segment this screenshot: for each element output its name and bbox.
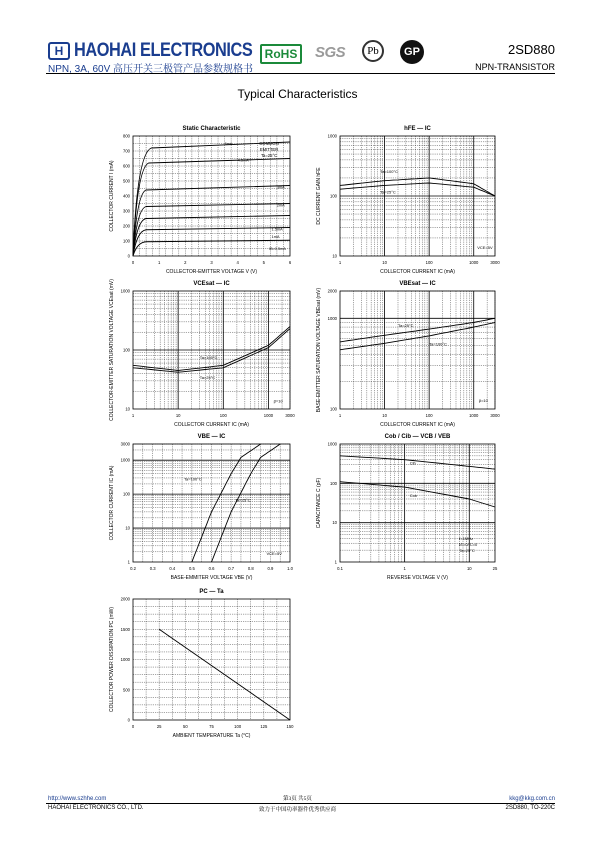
- x-tick-label: 3000: [490, 413, 500, 418]
- y-axis-label: COLLECTOR POWER DISSIPATION PC (mW): [109, 606, 115, 713]
- curve-label: Ta=100°C: [380, 169, 398, 175]
- curve-label: Ta=100°C: [199, 355, 218, 361]
- x-axis-label: COLLECTOR CURRENT IC (mA): [174, 422, 249, 428]
- x-tick-label: 3000: [490, 260, 500, 265]
- x-axis-label: COLLECTOR-EMITTER VOLTAGE V (V): [165, 269, 258, 275]
- x-tick-label: 75: [209, 724, 214, 729]
- legend-text: COMMON: [259, 141, 279, 146]
- y-tick-label: 100: [123, 491, 130, 497]
- curve-label: 1.5mA: [271, 227, 283, 232]
- y-tick-label: 10: [125, 525, 130, 531]
- condition-label: VCE=5V: [266, 551, 282, 557]
- y-tick-label: 100: [330, 193, 337, 199]
- x-tick-label: 1: [338, 413, 342, 418]
- x-tick-label: 10: [382, 260, 387, 265]
- y-tick-label: 100: [330, 480, 337, 486]
- y-tick-label: 100: [123, 347, 130, 353]
- x-tick-label: 1.0: [287, 566, 293, 571]
- footer-divider: [46, 803, 555, 804]
- y-tick-label: 300: [123, 208, 130, 214]
- rohs-badge: RoHS: [260, 44, 302, 64]
- y-tick-label: 200: [123, 223, 130, 229]
- footer-doc-ref: 2SD880, TO-220C: [505, 805, 555, 811]
- chart-title: Static Characteristic: [182, 126, 241, 132]
- y-axis-label: COLLECTOR-EMITTER SATURATION VOLTAGE VCEsat (mV): [109, 279, 115, 421]
- y-tick-label: 500: [123, 178, 130, 184]
- part-type: NPN-TRANSISTOR: [475, 62, 555, 72]
- y-tick-label: 1000: [120, 457, 130, 463]
- x-axis-label: REVERSE VOLTAGE V (V): [387, 575, 448, 581]
- y-tick-label: 700: [123, 148, 130, 154]
- x-tick-label: 3: [210, 260, 213, 265]
- condition-label: β=10: [273, 398, 283, 404]
- x-axis-label: COLLECTOR CURRENT IC (mA): [380, 269, 455, 275]
- x-tick-label: 1: [157, 260, 161, 265]
- power-dissipation-chart: [98, 585, 308, 740]
- curve-label: Cob: [409, 492, 418, 498]
- x-tick-label: 10: [175, 413, 181, 418]
- y-tick-label: 1: [127, 559, 130, 565]
- y-tick-label: 1000: [120, 657, 130, 662]
- footer-page-number: 第3页 共5页: [283, 796, 312, 802]
- footer-url[interactable]: http://www.szhhe.com: [48, 796, 107, 802]
- y-tick-label: 1000: [327, 133, 337, 139]
- x-tick-label: 0.6: [208, 566, 215, 571]
- y-tick-label: 0: [127, 253, 130, 259]
- y-tick-label: 500: [123, 687, 130, 693]
- curve-label: 2mA: [276, 203, 285, 208]
- x-tick-label: 25: [156, 724, 162, 729]
- capacitance-curve: [340, 456, 495, 469]
- x-tick-label: 0.2: [130, 566, 136, 571]
- y-tick-label: 3000: [120, 441, 130, 447]
- x-tick-label: 0.5: [188, 566, 195, 571]
- section-title: Typical Characteristics: [237, 87, 358, 101]
- condition-label: β=10: [478, 397, 488, 403]
- y-tick-label: 2000: [120, 596, 130, 602]
- curve-label: Ta=100°C: [184, 476, 202, 482]
- x-axis-label: COLLECTOR CURRENT IC (mA): [380, 422, 455, 428]
- brand-name: HAOHAI ELECTRONICS: [74, 40, 253, 61]
- y-tick-label: 600: [123, 163, 130, 169]
- header-divider: [46, 73, 555, 74]
- curve-label: Cib: [409, 460, 416, 466]
- chart-title: VBEsat — IC: [399, 281, 436, 287]
- y-axis-label: COLLECTOR CURRENT IC (mA): [109, 465, 115, 541]
- footer-email[interactable]: kkg@kkg.com.cn: [509, 796, 555, 802]
- footer-company: HAOHAI ELECTRONICS CO., LTD.: [48, 805, 144, 811]
- legend-text: Ta=25°C: [260, 153, 278, 158]
- x-tick-label: 0.8: [247, 566, 254, 571]
- y-axis-label: DC CURRENT GAIN hFE: [316, 167, 322, 225]
- curve-label: Ta=25°C: [380, 189, 396, 195]
- x-tick-label: 100: [234, 724, 242, 729]
- x-tick-label: 1: [403, 566, 406, 571]
- x-tick-label: 0.9: [267, 566, 274, 571]
- chart-title: Cob / Cib — VCB / VEB: [384, 434, 451, 440]
- condition-label: Ta=25°C: [459, 548, 475, 554]
- x-tick-label: 6: [288, 260, 292, 265]
- y-tick-label: 400: [123, 193, 130, 199]
- curve-label: Ta=25°C: [199, 375, 216, 381]
- x-tick-label: 25: [492, 566, 498, 571]
- legend-text: EMITTER: [259, 147, 279, 152]
- x-tick-label: 1: [338, 260, 342, 265]
- y-tick-label: 10: [332, 520, 337, 526]
- x-axis-label: BASE-EMMITER VOLTAGE VBE (V): [170, 575, 253, 581]
- y-tick-label: 2000: [327, 288, 337, 294]
- x-tick-label: 100: [425, 260, 433, 265]
- vbe-ic-chart: [98, 430, 308, 585]
- x-tick-label: 1000: [263, 413, 274, 418]
- y-tick-label: 10: [125, 406, 130, 412]
- chart-title: VBE — IC: [197, 434, 226, 440]
- x-tick-label: 0.1: [337, 566, 343, 571]
- curve-label: Ta=100°C: [429, 341, 447, 347]
- curve-label: 6mA: [224, 142, 233, 146]
- curve-label: 1mA: [271, 235, 280, 239]
- y-tick-label: 1000: [120, 288, 130, 294]
- curve-label: IB=0.5mA: [269, 247, 286, 251]
- part-number: 2SD880: [508, 42, 555, 57]
- y-axis-label: COLLECTOR CURRENT I (mA): [109, 160, 115, 232]
- x-tick-label: 100: [425, 413, 433, 418]
- condition-label: VCE=5V: [477, 245, 493, 251]
- chart-title: VCEsat — IC: [193, 281, 230, 287]
- x-tick-label: 10: [382, 413, 387, 418]
- y-tick-label: 0: [127, 717, 130, 723]
- footer-slogan: 致力于中国功率器件优秀供应商: [258, 807, 336, 813]
- x-tick-label: 50: [182, 724, 188, 729]
- x-tick-label: 0.3: [149, 566, 156, 571]
- x-tick-label: 125: [260, 724, 268, 729]
- sgs-badge: SGS: [315, 44, 346, 61]
- y-tick-label: 1000: [327, 441, 337, 447]
- static-characteristic-chart: [98, 118, 308, 278]
- y-tick-label: 10: [332, 253, 337, 259]
- y-tick-label: 100: [330, 406, 337, 412]
- y-tick-label: 1000: [327, 315, 337, 321]
- chart-title: hFE — IC: [404, 126, 431, 132]
- y-tick-label: 1: [334, 559, 337, 565]
- vcesat-ic-chart: [98, 277, 308, 432]
- x-tick-label: 4: [236, 260, 239, 265]
- y-axis-label: CAPACITANCE C (pF): [316, 477, 322, 529]
- x-tick-label: 1000: [469, 260, 479, 265]
- hfe-ic-chart: [310, 118, 510, 278]
- lead-free-pb-icon: Pb: [362, 40, 384, 62]
- x-tick-label: 5: [262, 260, 266, 265]
- curve-label: Ta=25°C: [397, 323, 414, 329]
- brand-logo-icon: H: [48, 42, 70, 60]
- y-axis-label: BASE-EMITTER SATURATION VOLTAGE VBEsat (mV): [316, 287, 322, 413]
- vbesat-ic-chart: [310, 277, 510, 432]
- curve-label: 4.5mA: [237, 158, 249, 163]
- x-tick-label: 2: [184, 260, 187, 265]
- x-tick-label: 0.4: [169, 566, 176, 571]
- x-tick-label: 0: [131, 724, 135, 729]
- y-tick-label: 1500: [120, 626, 130, 632]
- x-tick-label: 1000: [469, 413, 479, 418]
- condition-label: f=1MHz: [459, 536, 474, 542]
- capacitance-curve: [340, 482, 495, 507]
- curve-label: Ta=25°C: [235, 497, 251, 503]
- document-subtitle: NPN, 3A, 60V 高压开关三极管产品参数规格书: [48, 64, 254, 75]
- x-tick-label: 3000: [285, 413, 295, 418]
- x-tick-label: 1: [131, 413, 135, 418]
- gp-badge: GP: [400, 40, 424, 64]
- y-tick-label: 100: [123, 238, 130, 244]
- condition-label: IE=0/IC=0: [459, 542, 478, 548]
- x-tick-label: 0.7: [228, 566, 235, 571]
- capacitance-chart: [310, 430, 510, 585]
- x-tick-label: 10: [466, 566, 472, 571]
- y-tick-label: 800: [123, 133, 130, 139]
- x-tick-label: 100: [219, 413, 227, 418]
- x-tick-label: 0: [131, 260, 135, 265]
- x-axis-label: AMBIENT TEMPERATURE Ta (°C): [172, 733, 251, 739]
- x-tick-label: 150: [286, 724, 294, 729]
- chart-title: PC — Ta: [199, 589, 224, 595]
- curve-label: 3mA: [276, 185, 285, 190]
